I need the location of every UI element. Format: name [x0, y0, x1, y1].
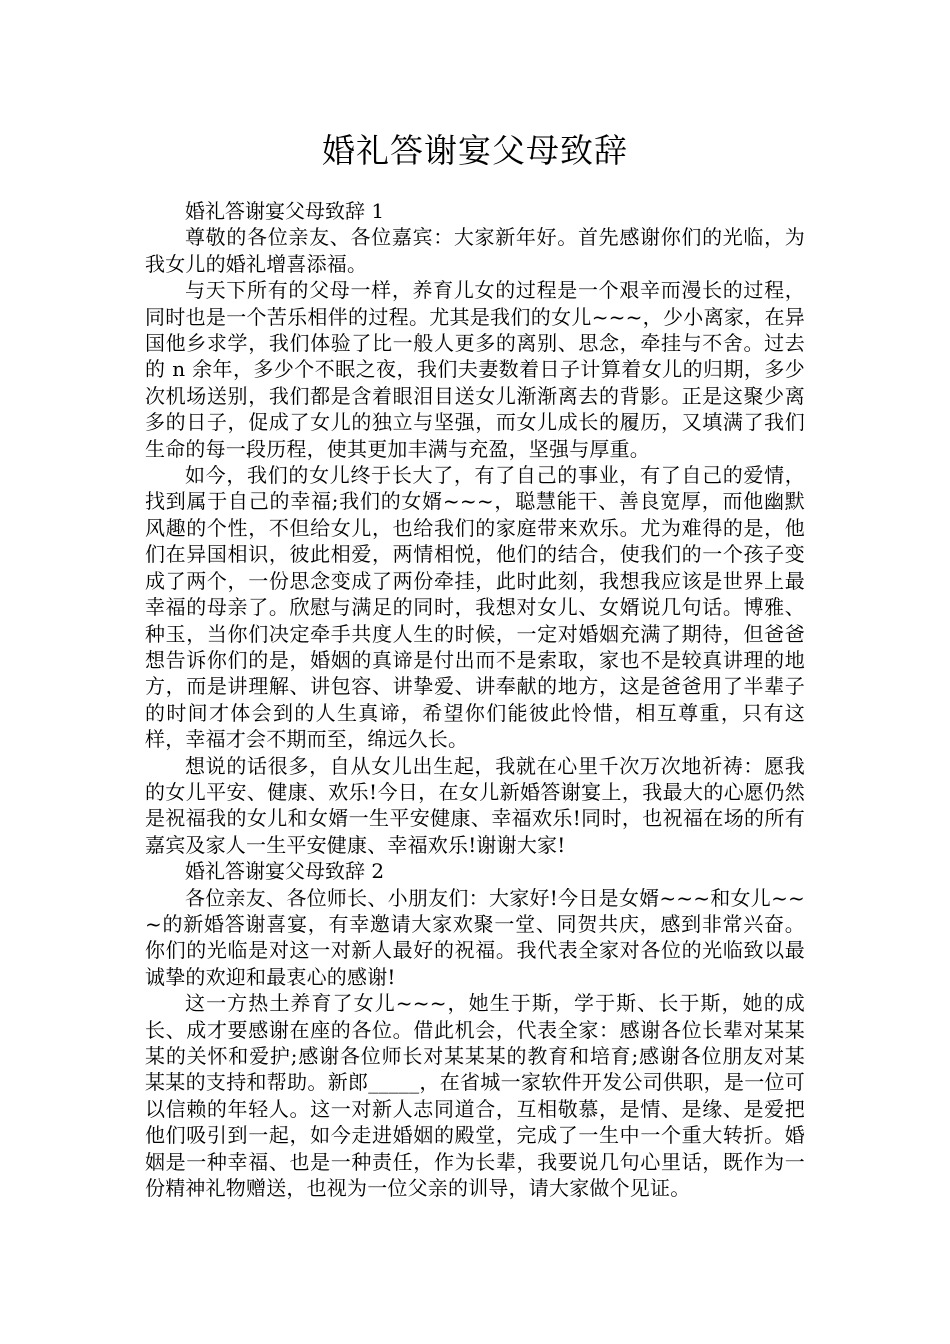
paragraph: 如今，我们的女儿终于长大了，有了自己的事业，有了自己的爱情，找到属于自己的幸福;我们的女婿~~~，聪慧能干、善良宽厚，而他幽默风趣的个性，不但给女儿，也给我们的家庭带来欢乐。尤为难得的是，他们在异国相识，彼此相爱，两情相悦，他们的结合，使我们的一个孩子变成了两个，一份思念变成了两份牵挂，此时此刻，我想我应该是世界上最幸福的母亲了。欣慰与满足的同时，我想对女儿、女婿说几句话。博雅、种玉，当你们决定牵手共度人生的时候，一定对婚姻充满了期待，但爸爸想告诉你们的是，婚姻的真谛是付出而不是索取，家也不是较真讲理的地方，而是讲理解、讲包容、讲挚爱、讲奉献的地方，这是爸爸用了半辈子的时间才体会到的人生真谛，希望你们能彼此怜惜，相互尊重，只有这样，幸福才会不期而至，绵远久长。	[145, 463, 805, 752]
document-title: 婚礼答谢宴父母致辞	[322, 131, 628, 170]
paragraph: 这一方热土养育了女儿~~~，她生于斯，学于斯、长于斯，她的成长、成才要感谢在座的各位。借此机会，代表全家：感谢各位长辈对某某某的关怀和爱护;感谢各位师长对某某某的教育和培育;感谢各位朋友对某某某的支持和帮助。新郎_____，在省城一家软件开发公司供职，是一位可以信赖的年轻人。这一对新人志同道合，互相敬慕，是情、是缘、是爱把他们吸引到一起，如今走进婚姻的殿堂，完成了一生中一个重大转折。婚姻是一种幸福、也是一种责任，作为长辈，我要说几句心里话，既作为一份精神礼物赠送，也视为一位父亲的训导，请大家做个见证。	[145, 991, 805, 1201]
paragraph: 与天下所有的父母一样，养育儿女的过程是一个艰辛而漫长的过程，同时也是一个苦乐相伴的过程。尤其是我们的女儿~~~，少小离家，在异国他乡求学，我们体验了比一般人更多的离别、思念，牵挂与不舍。过去的 n 余年，多少个不眠之夜，我们夫妻数着日子计算着女儿的归期，多少次机场送别，我们都是含着眼泪目送女儿渐渐离去的背影。正是这聚少离多的日子，促成了女儿的独立与坚强，而女儿成长的履历，又填满了我们生命的每一段历程，使其更加丰满与充盈，坚强与厚重。	[145, 278, 805, 461]
section-1	[145, 198, 805, 858]
section-heading: 婚礼答谢宴父母致辞 1	[185, 199, 385, 223]
paragraph: 想说的话很多，自从女儿出生起，我就在心里千次万次地祈祷：愿我的女儿平安、健康、欢乐!今日，在女儿新婚答谢宴上，我最大的心愿仍然是祝福我的女儿和女婿一生平安健康、幸福欢乐!同时，也祝福在场的所有嘉宾及家人一生平安健康、幸福欢乐!谢谢大家!	[145, 753, 805, 857]
section-heading: 婚礼答谢宴父母致辞 2	[185, 859, 385, 884]
paragraph: 尊敬的各位亲友、各位嘉宾：大家新年好。首先感谢你们的光临，为我女儿的婚礼增喜添福。	[145, 225, 805, 276]
paragraph: 各位亲友、各位师长、小朋友们：大家好!今日是女婿~~~和女儿~~~的新婚答谢喜宴，有幸邀请大家欢聚一堂、同贺共庆，感到非常兴奋。你们的光临是对这一对新人最好的祝福。我代表全家对各位的光临致以最诚挚的欢迎和最衷心的感谢!	[145, 885, 805, 989]
document-page	[145, 128, 805, 1201]
section-2	[145, 858, 805, 1201]
